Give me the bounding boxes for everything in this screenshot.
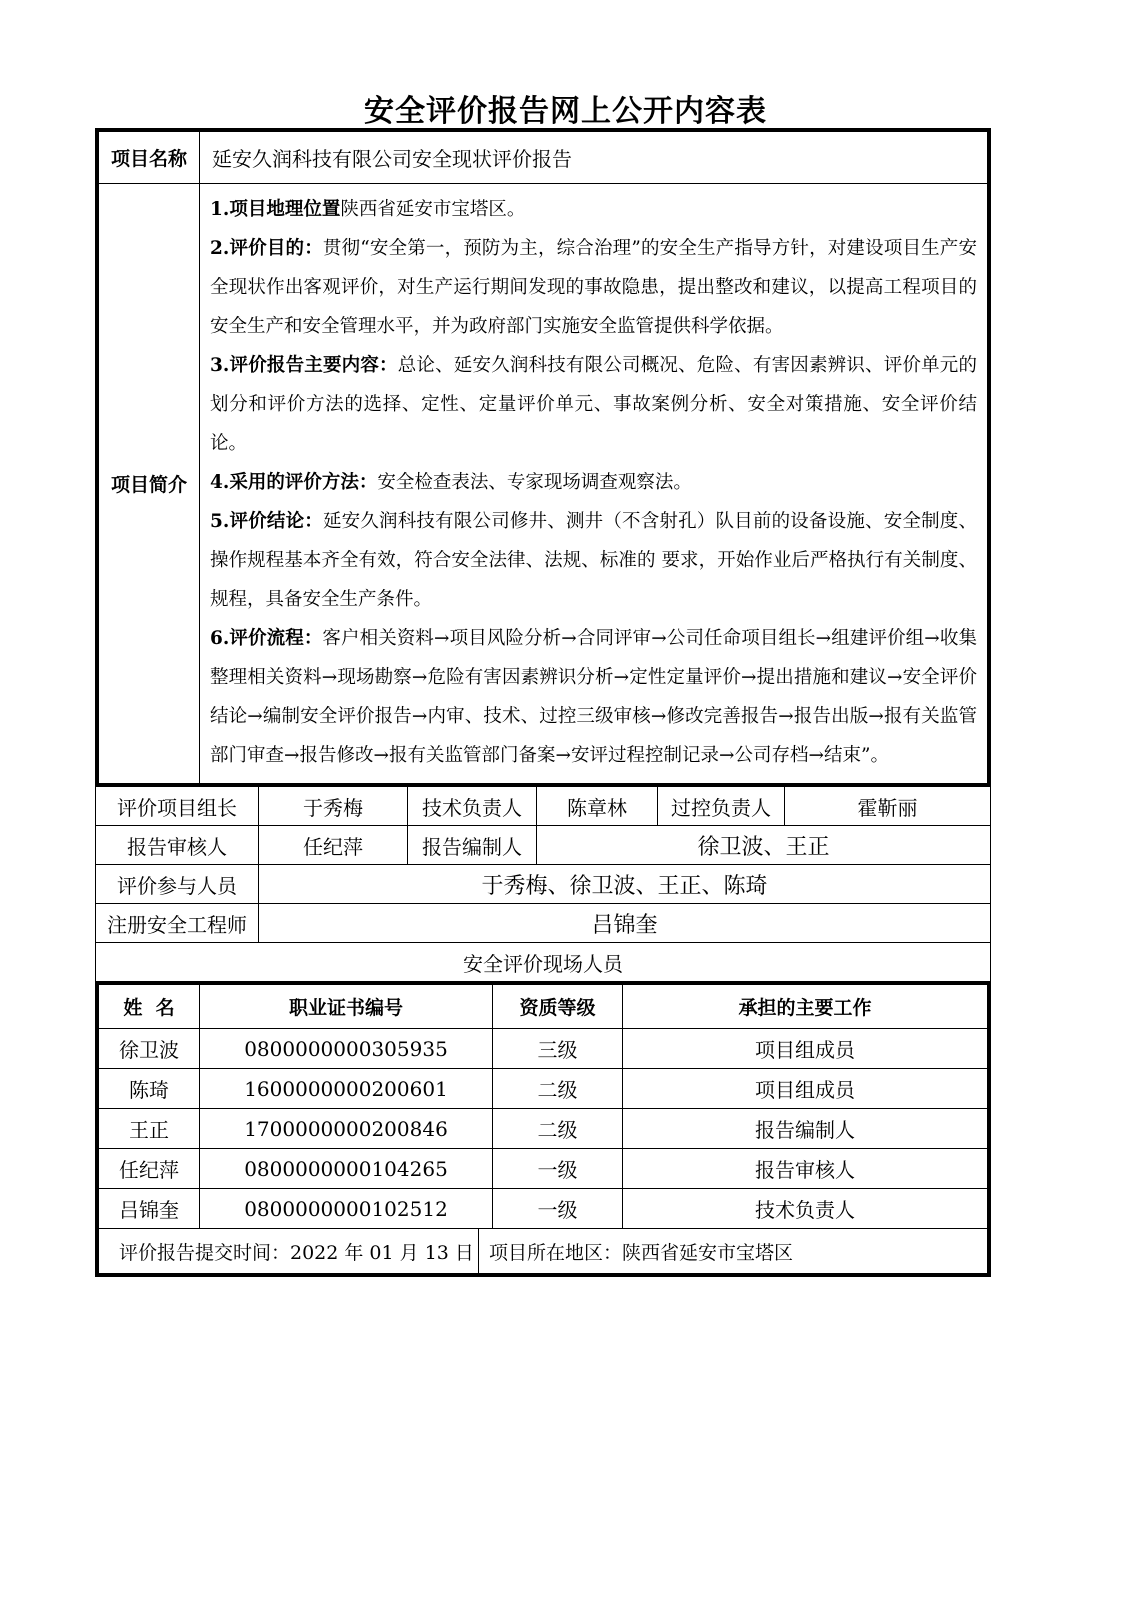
- project-location: 项目所在地区：陕西省延安市宝塔区: [479, 1229, 988, 1274]
- col-header-duty: 承担的主要工作: [623, 985, 988, 1029]
- person-cert: 1600000000200601: [200, 1069, 493, 1109]
- project-section: [95, 128, 991, 787]
- person-duty: 报告审核人: [623, 1149, 988, 1189]
- table-row: [99, 1069, 988, 1109]
- col-header-cert: 职业证书编号: [200, 985, 493, 1029]
- project-intro-label: 项目简介: [99, 184, 200, 784]
- person-name: 吕锦奎: [99, 1189, 200, 1229]
- intro-item-method: 4.采用的评价方法：安全检查表法、专家现场调查观察法。: [210, 472, 692, 493]
- person-grade: 二级: [493, 1109, 623, 1149]
- person-name: 陈琦: [99, 1069, 200, 1109]
- process-lead-label: 过控负责人: [658, 787, 785, 826]
- person-cert: 0800000000102512: [200, 1189, 493, 1229]
- onsite-personnel-title: 安全评价现场人员: [96, 943, 991, 982]
- table-row: [99, 1029, 988, 1069]
- table-row: [99, 1109, 988, 1149]
- person-name: 徐卫波: [99, 1029, 200, 1069]
- personnel-section: [95, 981, 991, 1277]
- tech-lead-label: 技术负责人: [408, 787, 537, 826]
- engineer-label: 注册安全工程师: [96, 904, 259, 943]
- page-title: 安全评价报告网上公开内容表: [364, 94, 767, 129]
- personnel-table: [98, 984, 988, 1229]
- intro-item-process: 6.评价流程：客户相关资料→项目风险分析→合同评审→公司任命项目组长→组建评价组→收集整理相关资料→现场勘察→危险有害因素辨识分析→定性定量评价→提出措施和建议→安全评价结论→编制安全评价报告→内审、技术、过控三级审核→修改完善报告→报告出版→报有关监管部门审查→报告修改→报有关监管部门备案→安评过程控制记录→公司存档→结束”。: [210, 628, 977, 766]
- person-grade: 一级: [493, 1149, 623, 1189]
- roles-table: [95, 786, 991, 982]
- process-lead-value: 霍靳丽: [785, 787, 991, 826]
- engineer-value: 吕锦奎: [259, 904, 991, 943]
- intro-item-conclusion: 5.评价结论：延安久润科技有限公司修井、测井（不含射孔）队目前的设备设施、安全制度、操作规程基本齐全有效，符合安全法律、法规、标准的 要求，开始作业后严格执行有关制度、规程，具备安全生产条件。: [210, 511, 977, 610]
- disclosure-form: [95, 128, 991, 1277]
- reviewer-value: 任纪萍: [259, 826, 408, 865]
- tech-lead-value: 陈章林: [537, 787, 658, 826]
- table-row: [99, 1189, 988, 1229]
- intro-item-content: 3.评价报告主要内容：总论、延安久润科技有限公司概况、危险、有害因素辨识、评价单元的划分和评价方法的选择、定性、定量评价单元、事故案例分析、安全对策措施、安全评价结论。: [210, 355, 977, 454]
- reviewer-label: 报告审核人: [96, 826, 259, 865]
- participants-label: 评价参与人员: [96, 865, 259, 904]
- footer-table: [98, 1228, 988, 1274]
- intro-item-purpose: 2.评价目的：贯彻“安全第一，预防为主，综合治理”的安全生产指导方针，对建设项目生产安全现状作出客观评价，对生产运行期间发现的事故隐患，提出整改和建议，以提高工程项目的安全生产和安全管理水平，并为政府部门实施安全监管提供科学依据。: [210, 238, 977, 337]
- person-name: 王正: [99, 1109, 200, 1149]
- intro-item-location: 1.项目地理位置陕西省延安市宝塔区。: [210, 199, 526, 220]
- person-cert: 0800000000104265: [200, 1149, 493, 1189]
- person-cert: 1700000000200846: [200, 1109, 493, 1149]
- col-header-name: 姓 名: [99, 985, 200, 1029]
- person-duty: 报告编制人: [623, 1109, 988, 1149]
- table-header-row: [99, 985, 988, 1029]
- table-row: [99, 1149, 988, 1189]
- project-name-value: 延安久润科技有限公司安全现状评价报告: [200, 132, 988, 184]
- leader-value: 于秀梅: [259, 787, 408, 826]
- person-grade: 三级: [493, 1029, 623, 1069]
- leader-label: 评价项目组长: [96, 787, 259, 826]
- col-header-grade: 资质等级: [493, 985, 623, 1029]
- person-name: 任纪萍: [99, 1149, 200, 1189]
- person-duty: 项目组成员: [623, 1029, 988, 1069]
- compiler-label: 报告编制人: [408, 826, 537, 865]
- submit-date: 评价报告提交时间：2022 年 01 月 13 日: [99, 1229, 479, 1274]
- participants-value: 于秀梅、徐卫波、王正、陈琦: [259, 865, 991, 904]
- person-duty: 技术负责人: [623, 1189, 988, 1229]
- person-grade: 一级: [493, 1189, 623, 1229]
- project-intro: [200, 184, 988, 784]
- compiler-value: 徐卫波、王正: [537, 826, 991, 865]
- person-cert: 0800000000305935: [200, 1029, 493, 1069]
- person-grade: 二级: [493, 1069, 623, 1109]
- project-name-label: 项目名称: [99, 132, 200, 184]
- person-duty: 项目组成员: [623, 1069, 988, 1109]
